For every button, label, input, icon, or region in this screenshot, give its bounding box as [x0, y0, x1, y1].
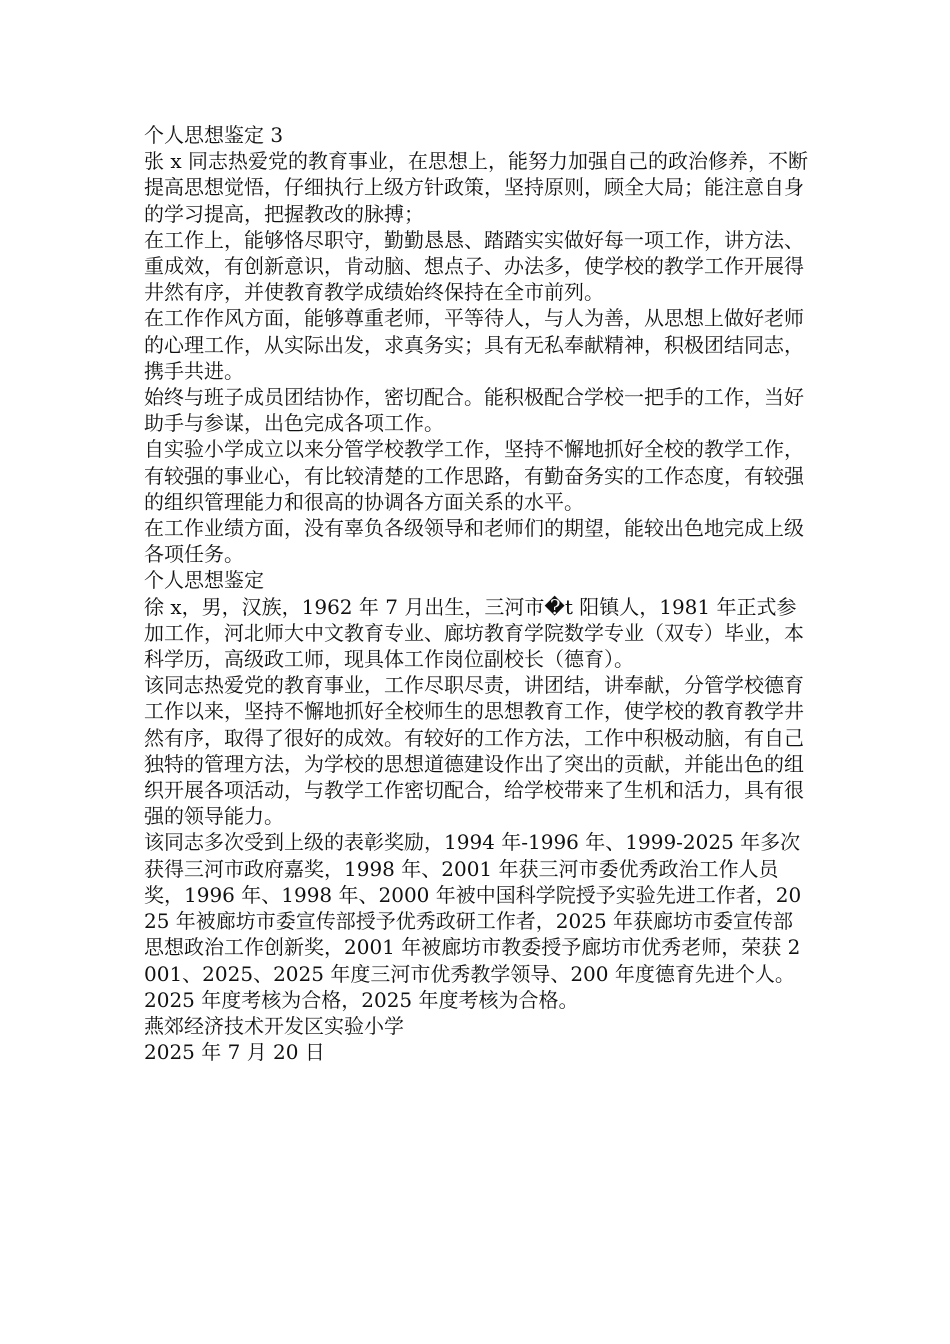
- paragraph-teaching-management: 自实验小学成立以来分管学校教学工作，坚持不懈地抓好全校的教学工作，有较强的事业心，有比较清楚的工作思路，有勤奋务实的工作态度，有较强的组织管理能力和很高的协调各方面关系的水平。: [144, 437, 804, 514]
- paragraph-achievements: 在工作业绩方面，没有辜负各级领导和老师们的期望，能较出色地完成上级各项任务。: [144, 516, 804, 567]
- paragraph-awards: 该同志多次受到上级的表彰奖励，1994 年-1996 年、1999-2025 年多次获得三河市政府嘉奖，1998 年、2001 年获三河市委优秀政治工作人员奖，1996 年、1998 年、2000 年被中国科学院授予实验先进工作者，2025 年被廊坊市委宣传部授予优秀政研工作者，2025 年获廊坊市委宣传部思想政治工作创新奖，2001 年被廊坊市教委授予廊坊市优秀老师，荣获 2001、2025、2025 年度三河市优秀教学领导、200 年度德育先进个人。: [144, 830, 802, 986]
- heading-appraisal-3: 个人思想鉴定 3: [144, 123, 284, 147]
- paragraph-political-attitude: 张 x 同志热爱党的教育事业，在思想上，能努力加强自己的政治修养，不断提高思想觉悟，仔细执行上级方针政策，坚持原则，顾全大局；能注意自身的学习提高，把握教改的脉搏；: [144, 149, 808, 226]
- paragraph-moral-education: 该同志热爱党的教育事业，工作尽职尽责，讲团结，讲奉献，分管学校德育工作以来，坚持不懈地抓好全校师生的思想教育工作，使学校的教育教学井然有序，取得了很好的成效。有较好的工作方法，工作中积极动脑，有自己独特的管理方法，为学校的思想道德建设作出了突出的贡献，并能出色的组织开展各项活动，与教学工作密切配合，给学校带来了生机和活力，具有很强的领导能力。: [144, 673, 804, 829]
- heading-appraisal: 个人思想鉴定: [144, 568, 264, 593]
- signature-date: 2025 年 7 月 20 日: [144, 1040, 325, 1065]
- paragraph-team-cooperation: 始终与班子成员团结协作，密切配合。能积极配合学校一把手的工作，当好助手与参谋，出色完成各项工作。: [144, 385, 804, 436]
- paragraph-work-style: 在工作作风方面，能够尊重老师，平等待人，与人为善，从思想上做好老师的心理工作，从实际出发，求真务实；具有无私奉献精神，积极团结同志，携手共进。: [144, 306, 804, 383]
- paragraph-assessment: 2025 年度考核为合格，2025 年度考核为合格。: [144, 987, 579, 1012]
- paragraph-work-performance: 在工作上，能够恪尽职守，勤勤恳恳、踏踏实实做好每一项工作，讲方法、重成效，有创新意识，肯动脑、想点子、办法多，使学校的教学工作开展得井然有序，并使教育教学成绩始终保持在全市前列。: [144, 227, 804, 305]
- document-body: [144, 122, 810, 1065]
- paragraph-personal-info: 徐 x，男，汉族，1962 年 7 月出生，三河市�t 阳镇人，1981 年正式参加工作，河北师大中文教育专业、廊坊教育学院数学专业（双专）毕业，本科学历，高级政工师，现具体工作岗位副校长（德育）。: [144, 594, 804, 672]
- signature-organization: 燕郊经济技术开发区实验小学: [144, 1013, 404, 1038]
